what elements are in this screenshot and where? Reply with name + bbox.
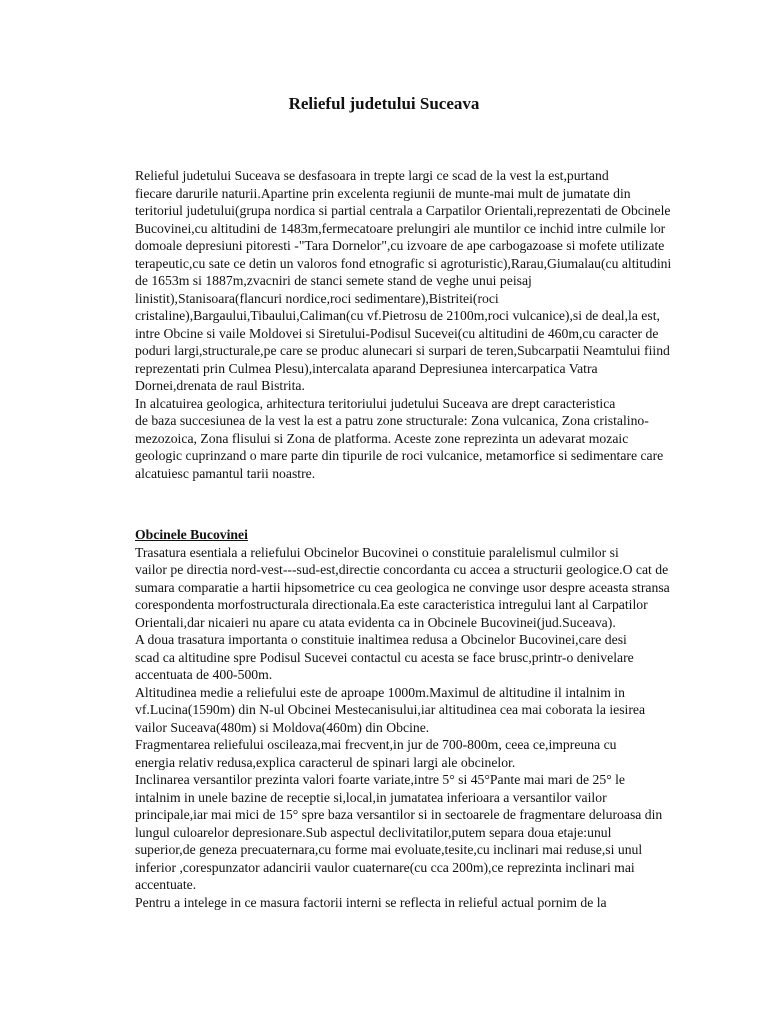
obcinele-section: [114, 526, 674, 911]
paragraph: [114, 167, 674, 395]
text-line: Bucovinei,cu altitudini de 1483m,fermecatoare prelungiri ale muntilor ce inchid intre culmile lor: [135, 220, 666, 236]
text-line: A doua trasatura importanta o constituie inaltimea redusa a Obcinelor Bucovinei,care desi: [135, 632, 627, 647]
text-line: Relieful judetului Suceava se desfasoara in trepte largi ce scad de la vest la est,purtand: [135, 168, 609, 183]
text-line: vf.Lucina(1590m) din N-ul Obcinei Mestecanisului,iar altitudinea cea mai coborata la iesirea: [135, 702, 646, 717]
text-line: cristaline),Bargaului,Tibaului,Caliman(cu vf.Pietrosu de 2100m,roci vulcanice),si de deal,la est,: [135, 308, 660, 323]
text-line: de baza succesiunea de la vest la est a patru zone structurale: Zona vulcanica, Zona cristalino-: [135, 413, 649, 428]
text-line: terapeutic,cu sate ce detin un valoros fond etnografic si agroturistic),Rarau,Giumalau(cu altitudini: [135, 255, 672, 271]
text-line: Dornei,drenata de raul Bistrita.: [135, 378, 305, 393]
text-line: Pentru a intelege in ce masura factorii interni se reflecta in relieful actual pornim de la: [135, 894, 607, 910]
text-line: mezozoica, Zona flisului si Zona de platforma. Aceste zone reprezinta un adevarat mozaic: [135, 430, 629, 446]
text-line: poduri largi,structurale,pe care se produc alunecari si surpari de teren,Subcarpatii Neamtului fiind: [135, 343, 670, 358]
text-line: de 1653m si 1887m,zvacniri de stanci semete stand de veghe unui peisaj: [135, 273, 532, 288]
text-line: geologic cuprinzand o mare parte din tipurile de roci vulcanice, metamorfice si sedimentare care: [135, 448, 664, 463]
text-line: alcatuiesc pamantul tarii noastre.: [135, 465, 316, 481]
paragraph: [114, 395, 674, 483]
paragraph: [114, 736, 674, 771]
text-line: intalnim in unele bazine de receptie si,local,in jumatatea inferioara a versantilor vailor: [135, 789, 607, 805]
text-line: In alcatuirea geologica, arhitectura teritoriului judetului Suceava are drept caracteristica: [135, 395, 616, 411]
text-line: Trasatura esentiala a reliefului Obcinelor Bucovinei o constituie paralelismul culmilor si: [135, 544, 619, 560]
text-line: reprezentati prin Culmea Plesu),intercalata aparand Depresiunea intercarpatica Vatra: [135, 360, 598, 376]
text-line: vailor pe directia nord-vest---sud-est,directie concordanta cu accea a structurii geologice.O cat de: [135, 562, 669, 577]
text-line: intre Obcine si vaile Moldovei si Siretului-Podisul Sucevei(cu altitudini de 460m,cu caracter de: [135, 325, 659, 341]
text-line: vailor Suceava(480m) si Moldova(460m) din Obcine.: [135, 719, 430, 735]
text-line: fiecare darurile naturii.Apartine prin excelenta regiunii de munte-mai mult de jumatate din: [135, 185, 631, 201]
text-line: energia relativ redusa,explica caracterul de spinari largi ale obcinelor.: [135, 754, 516, 770]
text-line: inferior ,corespunzator adancirii vaulor cuaternare(cu cca 200m),ce reprezinta inclinari mai: [135, 859, 635, 875]
text-line: principale,iar mai mici de 15° spre baza versantilor si in sectoarele de fragmentare deluroasa din: [135, 807, 663, 822]
text-line: Inclinarea versantilor prezinta valori foarte variate,intre 5° si 45°Pante mai mari de 25° le: [135, 772, 625, 787]
text-line: lungul culoarelor depresionare.Sub aspectul declivitatilor,putem separa doua etaje:unul: [135, 824, 612, 840]
intro-section: [114, 167, 674, 482]
text-line: superior,de geneza precuaternara,cu forme mai evoluate,tesite,cu inclinari mai reduse,si unul: [135, 842, 643, 857]
document-title: Relieful judetului Suceava: [288, 94, 480, 113]
paragraph: [114, 631, 674, 684]
paragraph: [114, 544, 674, 632]
paragraph: [114, 771, 674, 894]
text-line: domoale depresiuni pitoresti -"Tara Dornelor",cu izvoare de ape carbogazoase si mofete utilizate: [135, 238, 665, 253]
text-line: accentuate.: [135, 877, 197, 892]
text-line: scad ca altitudine spre Podisul Sucevei contactul cu acesta se face brusc,printr-o denivelare: [135, 649, 634, 665]
paragraph: [114, 684, 674, 737]
text-line: Orientali,dar nicaieri nu apare cu atata evidenta ca in Obcinele Bucovinei(jud.Suceava).: [135, 614, 616, 630]
text-line: Altitudinea medie a reliefului este de aproape 1000m.Maximul de altitudine il intalnim in: [135, 684, 625, 700]
text-line: accentuata de 400-500m.: [135, 667, 273, 682]
paragraph: [114, 894, 674, 912]
text-line: corespondenta morfostructurala directionala.Ea este caracteristica intregului lant al Carpatilor: [135, 597, 648, 612]
text-line: sumara comparatie a hartii hipsometrice cu cea geologica ne convinge usor despre aceasta stransa: [135, 579, 670, 595]
text-line: linistit),Stanisoara(flancuri nordice,roci sedimentare),Bistritei(roci: [135, 290, 499, 306]
text-line: Fragmentarea reliefului oscileaza,mai frecvent,in jur de 700-800m, ceea ce,impreuna cu: [135, 737, 617, 752]
section-heading: Obcinele Bucovinei: [135, 527, 248, 542]
text-line: teritoriul judetului(grupa nordica si partial centrala a Carpatilor Orientali,reprezentati de Obcinele: [135, 203, 671, 218]
